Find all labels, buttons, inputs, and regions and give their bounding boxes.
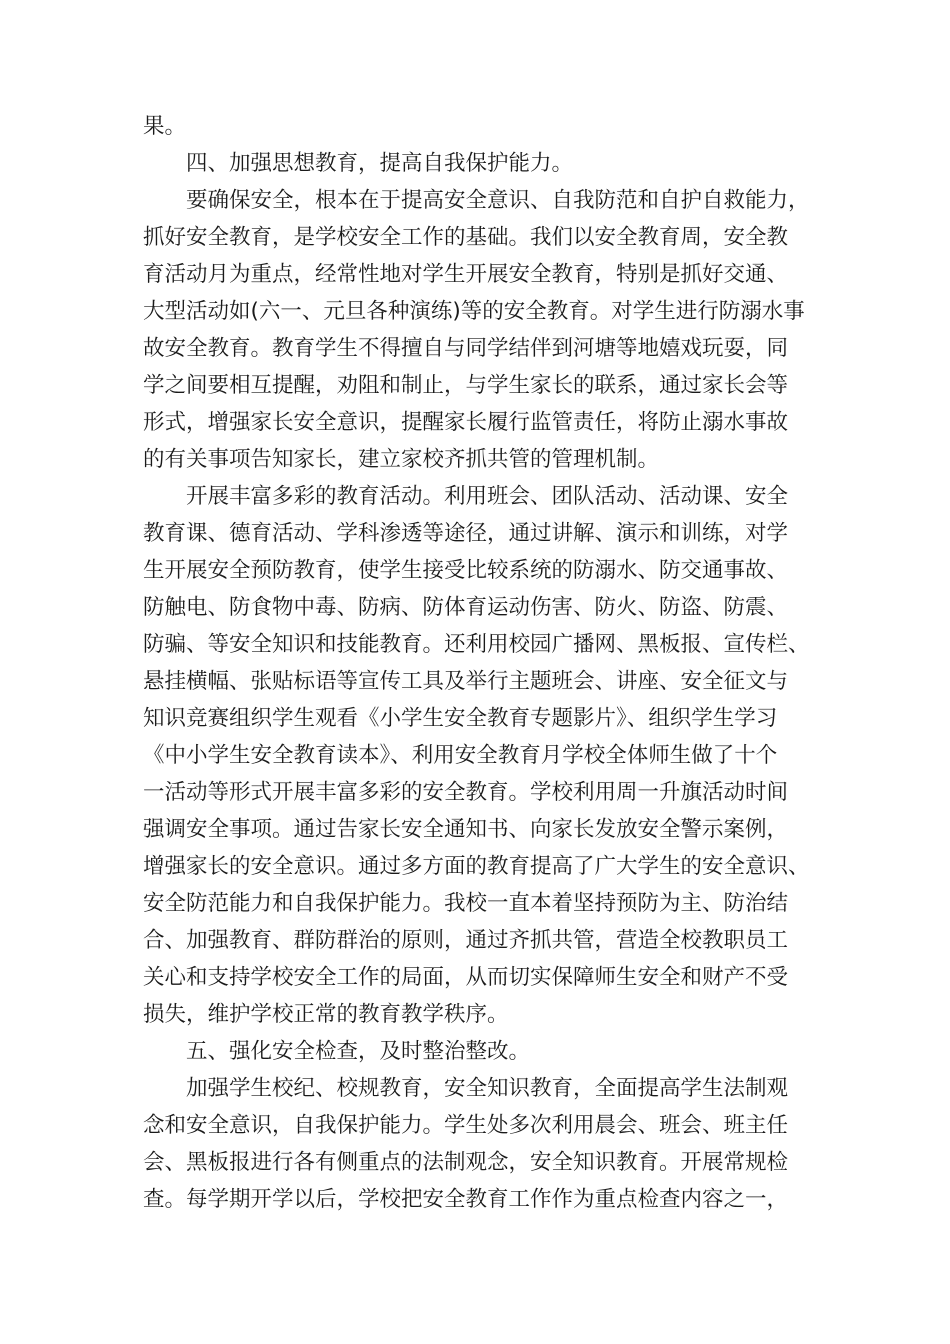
text-line: 大型活动如(六一、元旦各种演练)等的安全教育。对学生进行防溺水事: [143, 299, 805, 324]
text-line: 生开展安全预防教育，使学生接受比较系统的防溺水、防交通事故、: [143, 558, 789, 583]
text-line: 增强家长的安全意识。通过多方面的教育提高了广大学生的安全意识、: [143, 854, 810, 879]
text-line: 形式，增强家长安全意识，提醒家长履行监管责任，将防止溺水事故: [143, 410, 789, 435]
text-line: 《中小学生安全教育读本》、利用安全教育月学校全体师生做了十个: [143, 743, 778, 768]
text-line: 会、黑板报进行各有侧重点的法制观念，安全知识教育。开展常规检: [143, 1150, 789, 1175]
text-line: 防触电、防食物中毒、防病、防体育运动伤害、防火、防盗、防震、: [143, 595, 789, 620]
text-line: 要确保安全，根本在于提高安全意识、自我防范和自护自救能力，: [186, 188, 810, 213]
text-line: 教育课、德育活动、学科渗透等途径，通过讲解、演示和训练，对学: [143, 521, 789, 546]
text-line: 损失，维护学校正常的教育教学秩序。: [143, 1002, 509, 1027]
text-line: 防骗、等安全知识和技能教育。还利用校园广播网、黑板报、宣传栏、: [143, 632, 810, 657]
section-heading-4: 四、加强思想教育，提高自我保护能力。: [186, 151, 574, 176]
text-line: 学之间要相互提醒，劝阻和制止，与学生家长的联系，通过家长会等: [143, 373, 789, 398]
text-line: 的有关事项告知家长，建立家校齐抓共管的管理机制。: [143, 447, 660, 472]
text-line: 查。每学期开学以后，学校把安全教育工作作为重点检查内容之一，: [143, 1187, 789, 1212]
text-line: 果。: [143, 114, 187, 139]
text-line: 加强学生校纪、校规教育，安全知识教育，全面提高学生法制观: [186, 1076, 789, 1101]
text-line: 强调安全事项。通过告家长安全通知书、向家长发放安全警示案例，: [143, 817, 789, 842]
text-line: 悬挂横幅、张贴标语等宣传工具及举行主题班会、讲座、安全征文与: [143, 669, 789, 694]
section-heading-5: 五、强化安全检查，及时整治整改。: [186, 1039, 531, 1064]
text-line: 念和安全意识，自我保护能力。学生处多次利用晨会、班会、班主任: [143, 1113, 789, 1138]
text-line: 故安全教育。教育学生不得擅自与同学结伴到河塘等地嬉戏玩耍，同: [143, 336, 789, 361]
text-line: 一活动等形式开展丰富多彩的安全教育。学校利用周一升旗活动时间: [143, 780, 789, 805]
text-line: 开展丰富多彩的教育活动。利用班会、团队活动、活动课、安全: [186, 484, 789, 509]
text-line: 安全防范能力和自我保护能力。我校一直本着坚持预防为主、防治结: [143, 891, 789, 916]
text-line: 知识竞赛组织学生观看《小学生安全教育专题影片》、组织学生学习: [143, 706, 778, 731]
text-line: 关心和支持学校安全工作的局面，从而切实保障师生安全和财产不受: [143, 965, 789, 990]
text-line: 合、加强教育、群防群治的原则，通过齐抓共管，营造全校教职员工: [143, 928, 789, 953]
body-text: [143, 108, 833, 1218]
text-line: 育活动月为重点，经常性地对学生开展安全教育，特别是抓好交通、: [143, 262, 789, 287]
text-line: 抓好安全教育，是学校安全工作的基础。我们以安全教育周，安全教: [143, 225, 789, 250]
